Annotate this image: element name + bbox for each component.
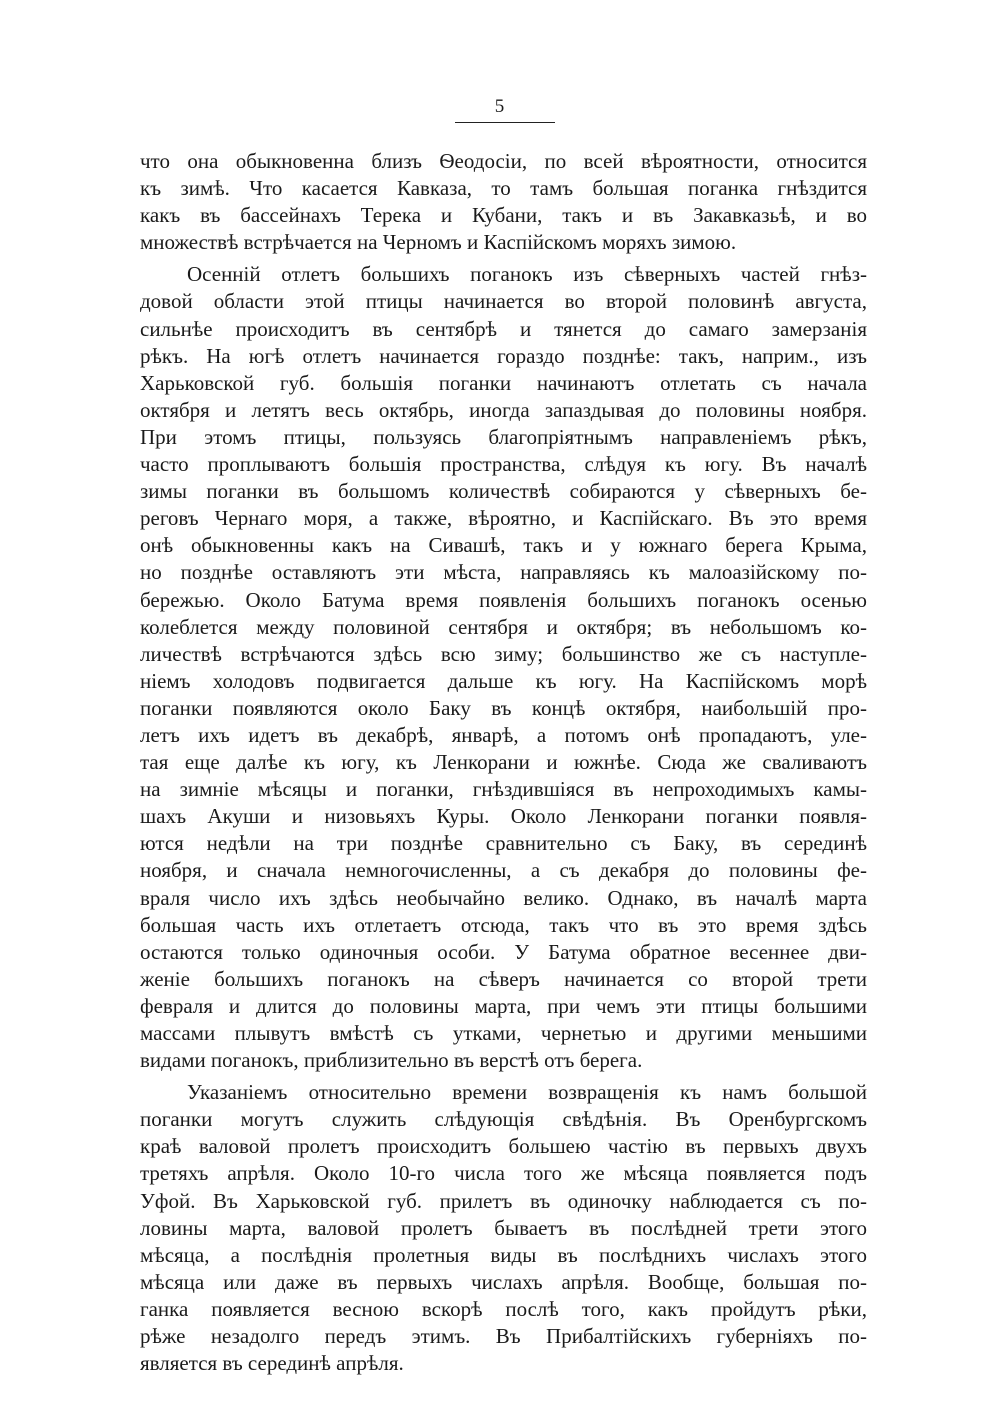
body-text	[140, 148, 867, 1377]
text-line: рѣже незадолго передъ этимъ. Въ Прибалтійскихъ губерніяхъ по-	[140, 1324, 867, 1349]
text-line: февраля и длится до половины марта, при чемъ эти птицы большими	[140, 993, 867, 1018]
text-line: краѣ валовой пролетъ происходитъ большею частію въ первыхъ двухъ	[140, 1134, 867, 1159]
text-line: рѣкъ. На югѣ отлетъ начинается гораздо позднѣе: такъ, наприм., изъ	[140, 343, 867, 368]
text-line: враля число ихъ здѣсь необычайно велико. Однако, въ началѣ марта	[140, 885, 867, 910]
text-line: но позднѣе оставляютъ эти мѣста, направляясь къ малоазійскому по-	[140, 560, 867, 585]
text-line: зимы поганки въ большомъ количествѣ собираются у сѣверныхъ бе-	[140, 479, 867, 504]
text-line: Указаніемъ относительно времени возвращенія къ намъ большой	[187, 1080, 867, 1105]
text-line: мѣсяца, а послѣднія пролетныя виды въ послѣднихъ числахъ этого	[140, 1242, 867, 1267]
text-line: часто проплываютъ большія пространства, слѣдуя къ югу. Въ началѣ	[140, 452, 867, 477]
text-line: тая еще далѣе къ югу, къ Ленкорани и южнѣе. Сюда же сваливаютъ	[140, 750, 867, 775]
paragraph	[140, 148, 867, 256]
text-line: множествѣ встрѣчается на Черномъ и Каспійскомъ моряхъ зимою.	[140, 230, 737, 255]
text-line: какъ въ бассейнахъ Терека и Кубани, такъ и въ Закавказьѣ, и во	[140, 203, 867, 228]
text-line: является въ серединѣ апрѣля.	[140, 1351, 404, 1376]
text-line: ганка появляется весною вскорѣ послѣ того, какъ пройдутъ рѣки,	[140, 1296, 867, 1321]
text-line: колеблется между половиной сентября и октября; въ небольшомъ ко-	[140, 614, 867, 639]
page-number: 5	[494, 96, 506, 117]
text-line: поганки появляются около Баку въ концѣ октября, наибольшій про-	[140, 695, 867, 720]
text-line: реговъ Чернаго моря, а также, вѣроятно, и Каспійскаго. Въ это время	[140, 506, 867, 531]
text-line: ловины марта, валовой пролетъ бываетъ въ послѣдней трети этого	[140, 1215, 867, 1240]
text-line: массами плывутъ вмѣстѣ съ утками, чернетью и другими меньшими	[140, 1021, 867, 1045]
text-line: къ зимѣ. Что касается Кавказа, то тамъ большая поганка гнѣздится	[140, 176, 867, 201]
text-line: летъ ихъ идетъ въ декабрѣ, январѣ, а потомъ онѣ пропадаютъ, уле-	[140, 722, 867, 747]
paragraph	[140, 1079, 867, 1377]
text-line: онѣ обыкновенны какъ на Сивашѣ, такъ и у южнаго берега Крыма,	[140, 533, 867, 558]
text-line: шахъ Акуши и низовьяхъ Куры. Около Ленкорани поганки появля-	[140, 804, 867, 829]
text-line: большая часть ихъ отлетаетъ отсюда, такъ что въ это время здѣсь	[140, 912, 867, 937]
text-line: мѣсяца или даже въ первыхъ числахъ апрѣля. Вообще, большая по-	[140, 1269, 867, 1294]
text-line: видами поганокъ, приблизительно въ верстѣ отъ берега.	[140, 1048, 643, 1073]
text-line: что она обыкновенна близъ Ѳеодосіи, по всей вѣроятности, относится	[140, 149, 867, 173]
text-line: октября и летятъ весь октябрь, иногда запаздывая до половины ноября.	[140, 397, 867, 422]
text-line: Уфой. Въ Харьковской губ. прилетъ въ одиночку наблюдается съ по-	[140, 1188, 867, 1213]
text-line: личествѣ встрѣчаются здѣсь всю зиму; большинство же съ наступле-	[140, 641, 867, 666]
text-line: на зимніе мѣсяцы и поганки, гнѣздившіяся въ непроходимыхъ камы-	[140, 777, 867, 802]
text-line: ются недѣли на три позднѣе сравнительно съ Баку, въ серединѣ	[140, 831, 867, 856]
text-line: ноября, и сначала немногочисленны, а съ декабря до половины фе-	[140, 858, 867, 883]
text-line: бережью. Около Батума время появленія большихъ поганокъ осенью	[140, 587, 867, 612]
text-line: женіе большихъ поганокъ на сѣверъ начинается со второй трети	[140, 966, 867, 991]
paragraph	[140, 261, 867, 1074]
text-line: сильнѣе происходитъ въ сентябрѣ и тянется до самаго замерзанія	[140, 316, 867, 341]
text-line: При этомъ птицы, пользуясь благопріятнымъ направленіемъ рѣкъ,	[140, 424, 867, 449]
text-line: Осенній отлетъ большихъ поганокъ изъ сѣверныхъ частей гнѣз-	[187, 262, 867, 287]
text-line: ніемъ холодовъ подвигается дальше къ югу. На Каспійскомъ морѣ	[140, 668, 867, 693]
text-line: довой области этой птицы начинается во второй половинѣ августа,	[140, 289, 867, 314]
page-number-rule	[455, 122, 555, 123]
text-line: остаются только одиночныя особи. У Батума обратное весеннее дви-	[140, 939, 867, 964]
text-line: поганки могутъ служить слѣдующія свѣдѣнія. Въ Оренбургскомъ	[140, 1107, 867, 1132]
text-line: третяхъ апрѣля. Около 10-го числа того же мѣсяца появляется подъ	[140, 1161, 867, 1186]
text-line: Харьковской губ. большія поганки начинаютъ отлетать съ начала	[140, 370, 867, 395]
